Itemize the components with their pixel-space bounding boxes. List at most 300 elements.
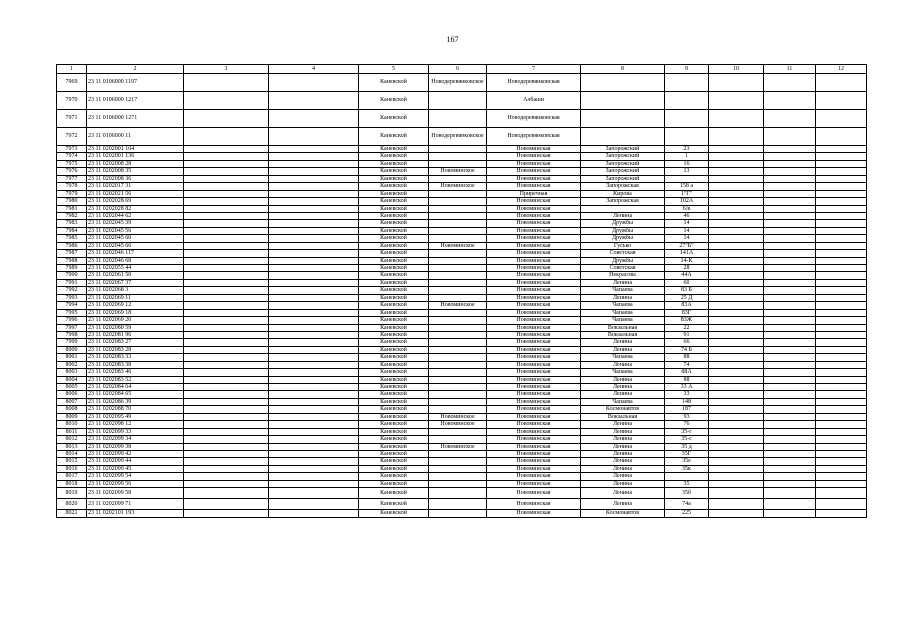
- table-cell: [709, 398, 764, 405]
- table-cell: 8010: [57, 421, 87, 428]
- table-cell: [764, 354, 816, 361]
- table-cell: [816, 272, 867, 279]
- table-cell: [816, 128, 867, 146]
- table-cell: [709, 510, 764, 517]
- table-cell: 23 11 0202001 104: [87, 146, 184, 153]
- table-cell: [709, 317, 764, 324]
- table-cell: 23 11 0202045 60: [87, 235, 184, 242]
- table-cell: 23 11 0202099 38: [87, 443, 184, 450]
- table-cell: 148: [665, 398, 709, 405]
- table-cell: [816, 227, 867, 234]
- table-cell: [816, 198, 867, 205]
- table-cell: Новоминская: [487, 279, 581, 286]
- table-row: [57, 205, 867, 212]
- table-cell: 8007: [57, 398, 87, 405]
- table-cell: [764, 302, 816, 309]
- table-row: [57, 74, 867, 92]
- table-cell: [429, 160, 487, 167]
- table-cell: Ленина: [581, 339, 665, 346]
- table-cell: Каневской: [359, 480, 429, 487]
- table-cell: [429, 110, 487, 128]
- table-cell: [709, 287, 764, 294]
- table-cell: 7984: [57, 227, 87, 234]
- table-cell: [269, 153, 359, 160]
- table-cell: 83 Б: [665, 287, 709, 294]
- table-cell: [269, 272, 359, 279]
- table-cell: [764, 450, 816, 457]
- table-cell: [429, 488, 487, 499]
- table-cell: 23 11 0202083 28: [87, 346, 184, 353]
- table-cell: [764, 443, 816, 450]
- table-cell: Чапаева: [581, 398, 665, 405]
- table-cell: 7999: [57, 339, 87, 346]
- table-cell: Каневской: [359, 294, 429, 301]
- table-cell: [816, 175, 867, 182]
- table-cell: [709, 198, 764, 205]
- table-cell: [709, 346, 764, 353]
- table-cell: [269, 354, 359, 361]
- table-cell: [184, 413, 269, 420]
- table-cell: Каневской: [359, 250, 429, 257]
- table-cell: 7988: [57, 257, 87, 264]
- table-cell: 8009: [57, 413, 87, 420]
- table-cell: 23 11 0202099 54: [87, 473, 184, 480]
- table-cell: [816, 488, 867, 499]
- table-cell: [816, 160, 867, 167]
- table-cell: [429, 346, 487, 353]
- table-cell: Каневской: [359, 361, 429, 368]
- table-row: [57, 309, 867, 316]
- table-cell: [269, 369, 359, 376]
- table-cell: Каневской: [359, 265, 429, 272]
- table-cell: Чапаева: [581, 369, 665, 376]
- table-cell: [764, 128, 816, 146]
- table-cell: 7997: [57, 324, 87, 331]
- table-cell: [269, 183, 359, 190]
- table-cell: [269, 413, 359, 420]
- table-cell: [764, 146, 816, 153]
- table-cell: 7974: [57, 153, 87, 160]
- table-cell: Новоминская: [487, 265, 581, 272]
- table-cell: [184, 331, 269, 338]
- table-cell: [816, 376, 867, 383]
- table-cell: [816, 339, 867, 346]
- table-cell: 23 11 0106000 1271: [87, 110, 184, 128]
- table-cell: [429, 294, 487, 301]
- table-cell: [709, 250, 764, 257]
- table-cell: 35: [665, 480, 709, 487]
- table-cell: [816, 398, 867, 405]
- table-cell: [816, 436, 867, 443]
- table-cell: [709, 92, 764, 110]
- table-cell: [665, 74, 709, 92]
- table-cell: [429, 190, 487, 197]
- table-cell: 23 11 0202099 34: [87, 436, 184, 443]
- table-cell: Каневской: [359, 153, 429, 160]
- table-cell: [764, 168, 816, 175]
- table-cell: [269, 168, 359, 175]
- table-cell: Новоминская: [487, 443, 581, 450]
- table-cell: Новоминская: [487, 391, 581, 398]
- table-row: [57, 183, 867, 190]
- table-cell: [429, 398, 487, 405]
- table-cell: Каневской: [359, 74, 429, 92]
- table-row: [57, 324, 867, 331]
- table-cell: [709, 160, 764, 167]
- table-cell: 141А: [665, 250, 709, 257]
- table-cell: [709, 421, 764, 428]
- table-cell: 35к: [665, 465, 709, 472]
- table-cell: Каневской: [359, 302, 429, 309]
- table-cell: Новоминская: [487, 317, 581, 324]
- table-cell: [764, 183, 816, 190]
- table-cell: [429, 175, 487, 182]
- column-header: 1: [57, 65, 87, 74]
- table-cell: 23 11 0202045 56: [87, 227, 184, 234]
- table-cell: [184, 287, 269, 294]
- table-cell: 7991: [57, 279, 87, 286]
- table-cell: [709, 376, 764, 383]
- table-cell: Ленина: [581, 384, 665, 391]
- table-cell: [269, 294, 359, 301]
- table-cell: 23 11 0202099 33: [87, 428, 184, 435]
- table-cell: Каневской: [359, 450, 429, 457]
- table-cell: [184, 346, 269, 353]
- table-cell: [816, 92, 867, 110]
- table-cell: [269, 287, 359, 294]
- table-cell: [429, 361, 487, 368]
- table-cell: Ленина: [581, 443, 665, 450]
- table-cell: Чапаева: [581, 302, 665, 309]
- table-cell: 102А: [665, 198, 709, 205]
- table-cell: [429, 436, 487, 443]
- table-row: [57, 510, 867, 517]
- table-cell: [709, 458, 764, 465]
- table-cell: [709, 450, 764, 457]
- table-cell: [429, 205, 487, 212]
- table-cell: [764, 74, 816, 92]
- column-header: 12: [816, 65, 867, 74]
- table-row: [57, 265, 867, 272]
- table-cell: [816, 110, 867, 128]
- table-cell: Вокзальная: [581, 324, 665, 331]
- table-cell: [269, 128, 359, 146]
- table-cell: [184, 175, 269, 182]
- table-cell: 7987: [57, 250, 87, 257]
- table-cell: [184, 309, 269, 316]
- table-cell: [764, 294, 816, 301]
- table-cell: [665, 110, 709, 128]
- table-cell: [764, 265, 816, 272]
- table-cell: [269, 220, 359, 227]
- table-cell: 8019: [57, 488, 87, 499]
- table-cell: [816, 413, 867, 420]
- table-cell: 14: [665, 227, 709, 234]
- table-cell: Каневской: [359, 339, 429, 346]
- table-cell: [184, 212, 269, 219]
- table-body: [57, 74, 867, 518]
- table-cell: [709, 183, 764, 190]
- table-cell: [709, 480, 764, 487]
- table-cell: 8012: [57, 436, 87, 443]
- table-cell: 8004: [57, 376, 87, 383]
- table-cell: [764, 257, 816, 264]
- table-cell: [184, 443, 269, 450]
- column-header: 10: [709, 65, 764, 74]
- table-cell: [269, 235, 359, 242]
- table-cell: [764, 92, 816, 110]
- table-cell: Чапаева: [581, 354, 665, 361]
- table-cell: Ленина: [581, 428, 665, 435]
- table-cell: 88: [665, 376, 709, 383]
- table-cell: [269, 331, 359, 338]
- table-cell: Ленина: [581, 480, 665, 487]
- table-cell: [764, 339, 816, 346]
- table-cell: Ленина: [581, 361, 665, 368]
- table-cell: [429, 153, 487, 160]
- table-cell: Запорожский: [581, 175, 665, 182]
- table-cell: 7970: [57, 92, 87, 110]
- table-cell: [429, 317, 487, 324]
- table-cell: [184, 257, 269, 264]
- table-cell: Каневской: [359, 168, 429, 175]
- table-row: [57, 235, 867, 242]
- table-cell: Новоминская: [487, 339, 581, 346]
- table-cell: 33 А: [665, 384, 709, 391]
- table-cell: 23 11 0202067 37: [87, 279, 184, 286]
- table-cell: Каневской: [359, 406, 429, 413]
- table-cell: [429, 354, 487, 361]
- table-cell: 187: [665, 406, 709, 413]
- table-row: [57, 406, 867, 413]
- table-cell: [709, 499, 764, 510]
- table-cell: 23 11 0202095 49: [87, 413, 184, 420]
- table-cell: 8021: [57, 510, 87, 517]
- table-cell: [184, 110, 269, 128]
- table-cell: [816, 443, 867, 450]
- table-cell: 7990: [57, 272, 87, 279]
- table-cell: [269, 384, 359, 391]
- table-cell: Ленина: [581, 391, 665, 398]
- table-cell: [709, 436, 764, 443]
- table-cell: [184, 302, 269, 309]
- table-cell: [269, 339, 359, 346]
- table-cell: [269, 74, 359, 92]
- table-cell: 8015: [57, 458, 87, 465]
- table-cell: [816, 235, 867, 242]
- table-cell: 74 Б: [665, 346, 709, 353]
- table-cell: 7995: [57, 309, 87, 316]
- table-cell: [269, 421, 359, 428]
- table-cell: [269, 92, 359, 110]
- table-cell: Космонавтов: [581, 406, 665, 413]
- table-cell: [665, 128, 709, 146]
- table-cell: [665, 92, 709, 110]
- table-cell: [709, 309, 764, 316]
- table-cell: [581, 205, 665, 212]
- table-cell: 23 11 0202099 44: [87, 458, 184, 465]
- table-cell: [429, 499, 487, 510]
- table-cell: Каневской: [359, 421, 429, 428]
- table-cell: 23 11 0202069 18: [87, 309, 184, 316]
- table-cell: 23: [665, 146, 709, 153]
- table-cell: 83А: [665, 302, 709, 309]
- table-cell: 7993: [57, 294, 87, 301]
- table-cell: [184, 361, 269, 368]
- table-cell: [764, 242, 816, 249]
- table-cell: Каневской: [359, 309, 429, 316]
- table-cell: [581, 92, 665, 110]
- table-cell: [429, 212, 487, 219]
- table-cell: Каневской: [359, 242, 429, 249]
- table-cell: [581, 128, 665, 146]
- table-cell: Новоминская: [487, 160, 581, 167]
- table-cell: [184, 92, 269, 110]
- table-cell: [709, 110, 764, 128]
- table-cell: 23 11 0106000 1197: [87, 74, 184, 92]
- table-cell: [269, 499, 359, 510]
- table-cell: [269, 450, 359, 457]
- table-cell: [269, 458, 359, 465]
- table-cell: [764, 250, 816, 257]
- table-cell: [764, 227, 816, 234]
- table-cell: [709, 331, 764, 338]
- table-cell: 23 11 0202099 45: [87, 465, 184, 472]
- table-cell: [184, 324, 269, 331]
- table-cell: [709, 465, 764, 472]
- table-cell: [269, 317, 359, 324]
- table-cell: Каневской: [359, 227, 429, 234]
- table-cell: 23 11 0202028 82: [87, 205, 184, 212]
- table-cell: 7996: [57, 317, 87, 324]
- table-cell: 7985: [57, 235, 87, 242]
- table-cell: [184, 153, 269, 160]
- table-cell: [269, 465, 359, 472]
- table-cell: [184, 458, 269, 465]
- table-cell: 23 11 0202069 12: [87, 302, 184, 309]
- table-cell: Новоминское: [429, 302, 487, 309]
- table-cell: [709, 354, 764, 361]
- table-cell: [184, 376, 269, 383]
- table-cell: [816, 391, 867, 398]
- table-cell: [709, 339, 764, 346]
- table-cell: [269, 488, 359, 499]
- table-cell: Новоминская: [487, 413, 581, 420]
- table-cell: Космонавтов: [581, 510, 665, 517]
- table-cell: Ленина: [581, 376, 665, 383]
- table-cell: 7982: [57, 212, 87, 219]
- table-cell: [816, 458, 867, 465]
- table-cell: Каневской: [359, 443, 429, 450]
- table-cell: [184, 354, 269, 361]
- table-row: [57, 331, 867, 338]
- table-row: [57, 198, 867, 205]
- table-cell: 23 11 0202081 96: [87, 331, 184, 338]
- table-cell: [429, 406, 487, 413]
- table-cell: [184, 279, 269, 286]
- table-cell: [816, 428, 867, 435]
- table-cell: Каневской: [359, 391, 429, 398]
- table-cell: 23 11 0202098 12: [87, 421, 184, 428]
- table-row: [57, 257, 867, 264]
- table-cell: Каневской: [359, 110, 429, 128]
- table-cell: Дружбы: [581, 235, 665, 242]
- table-cell: 23 11 0202069 20: [87, 317, 184, 324]
- table-cell: 25 Д: [665, 294, 709, 301]
- table-row: [57, 361, 867, 368]
- table-row: [57, 168, 867, 175]
- table-cell: [764, 465, 816, 472]
- table-row: [57, 346, 867, 353]
- table-cell: 23 11 0202083 33: [87, 354, 184, 361]
- table-cell: [269, 391, 359, 398]
- table-cell: 35 д: [665, 443, 709, 450]
- table-cell: [709, 391, 764, 398]
- table-cell: [184, 294, 269, 301]
- table-cell: Новоминская: [487, 175, 581, 182]
- table-cell: [184, 190, 269, 197]
- table-cell: 8017: [57, 473, 87, 480]
- table-cell: 23 11 0202084 65: [87, 391, 184, 398]
- table-cell: Ленина: [581, 212, 665, 219]
- table-cell: Новоминская: [487, 235, 581, 242]
- table-cell: [764, 436, 816, 443]
- registry-table: [56, 64, 867, 518]
- table-cell: 35б: [665, 488, 709, 499]
- table-cell: Новоминская: [487, 227, 581, 234]
- table-row: [57, 212, 867, 219]
- table-cell: Новоминская: [487, 220, 581, 227]
- table-cell: [429, 287, 487, 294]
- table-cell: [429, 265, 487, 272]
- table-cell: [184, 450, 269, 457]
- table-cell: [816, 153, 867, 160]
- table-cell: [429, 480, 487, 487]
- table-cell: [764, 361, 816, 368]
- table-cell: 7969: [57, 74, 87, 92]
- table-cell: [184, 227, 269, 234]
- table-row: [57, 128, 867, 146]
- table-cell: [269, 443, 359, 450]
- table-cell: Каневской: [359, 346, 429, 353]
- table-cell: 23 11 0202068 3: [87, 287, 184, 294]
- table-cell: Вокзальная: [581, 331, 665, 338]
- table-cell: 35Г: [665, 450, 709, 457]
- column-header: 6: [429, 65, 487, 74]
- table-cell: Каневской: [359, 287, 429, 294]
- table-cell: Советская: [581, 250, 665, 257]
- table-cell: [429, 250, 487, 257]
- table-cell: Каневской: [359, 398, 429, 405]
- table-cell: [816, 205, 867, 212]
- table-cell: [816, 421, 867, 428]
- table-cell: Каневской: [359, 190, 429, 197]
- table-row: [57, 242, 867, 249]
- table-cell: [184, 436, 269, 443]
- table-row: [57, 488, 867, 499]
- table-cell: Каневской: [359, 324, 429, 331]
- table-cell: 23 11 0202080 59: [87, 324, 184, 331]
- table-cell: [184, 168, 269, 175]
- table-cell: Ленина: [581, 488, 665, 499]
- table-cell: Запорожская: [581, 198, 665, 205]
- table-cell: [709, 168, 764, 175]
- table-cell: Новоминская: [487, 153, 581, 160]
- table-cell: Чапаева: [581, 317, 665, 324]
- table-cell: Запорожский: [581, 160, 665, 167]
- table-cell: 7973: [57, 146, 87, 153]
- table-cell: Каневской: [359, 384, 429, 391]
